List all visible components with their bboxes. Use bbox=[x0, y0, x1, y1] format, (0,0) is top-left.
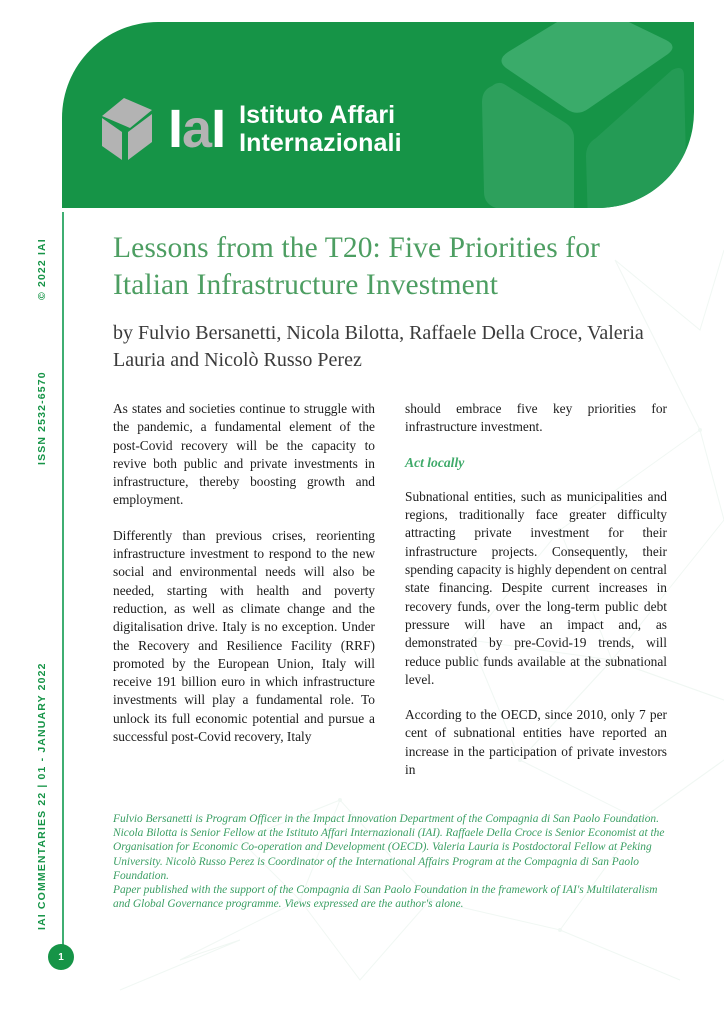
body-paragraph: According to the OECD, since 2010, only 7 per cent of subnational entities have reported an increase in the participation of private investors in bbox=[405, 707, 667, 778]
iai-cube-logo-icon bbox=[96, 94, 158, 164]
section-subheading: Act locally bbox=[405, 454, 465, 470]
header-band bbox=[62, 22, 694, 208]
footnote-acknowledgement: Paper published with the support of the Compagnia di San Paolo Foundation in the framework of IAI's Multilateralism and Global Governance programme. Views expressed are the author's alone. bbox=[113, 884, 658, 911]
page-title: Lessons from the T20: Five Priorities for Italian Infrastructure Investment bbox=[113, 232, 600, 301]
logo-wordmark-line1: Istituto Affari bbox=[239, 101, 396, 129]
body-column-left bbox=[113, 400, 375, 796]
logo-acronym bbox=[168, 99, 226, 159]
issn-label: ISSN 2532-6570 bbox=[36, 371, 48, 465]
body-column-right bbox=[405, 400, 667, 796]
iai-logo bbox=[96, 94, 402, 164]
article-body bbox=[113, 400, 668, 796]
logo-wordmark-line2: Internazionali bbox=[239, 129, 402, 157]
body-paragraph: Differently than previous crises, reorienting infrastructure investment to respond to the new social and environmental needs will also be needed, starting with health and poverty reduction, as well as climate change and the digitalisation drive. Italy is no exception. Under the Recovery and Resilience Facility (RRF) promoted by the European Union, Italy will receive 191 billion euro in which infrastructure investments will play a fundamental role. To unlock its full economic potential and pursue a successful post-Covid recovery, Italy bbox=[113, 527, 375, 745]
footnote-block bbox=[113, 812, 665, 911]
series-label: IAI COMMENTARIES 22 | 01 - JANUARY 2022 bbox=[36, 662, 48, 930]
footnote-author-bios: Fulvio Bersanetti is Program Officer in the Impact Innovation Department of the Compagnia di San Paolo Foundation. Nicola Bilotta is Senior Fellow at the Istituto Affari Internazionali (IAI). Raffaele Della Croce is Senior Economist at the Organisation for Economic Co-operation and Development (OECD). Valeria Lauria is Postdoctoral Fellow at Peking University. Nicolò Russo Perez is Coordinator of the International Affairs Program at the Compagnia di San Paolo Foundation. bbox=[113, 813, 665, 882]
body-paragraph: should embrace five key priorities for infrastructure investment. bbox=[405, 401, 667, 435]
isometric-cube-icon bbox=[450, 22, 694, 208]
logo-letter-i1: I bbox=[168, 99, 183, 159]
left-rail-divider bbox=[62, 212, 64, 952]
copyright-label: © 2022 IAI bbox=[36, 238, 48, 300]
page-number-badge: 1 bbox=[48, 944, 74, 970]
author-byline: by Fulvio Bersanetti, Nicola Bilotta, Raffaele Della Croce, Valeria Lauria and Nicolò Russo Perez bbox=[113, 322, 644, 371]
logo-wordmark bbox=[239, 101, 402, 157]
logo-letter-i2: I bbox=[211, 99, 226, 159]
body-paragraph: As states and societies continue to struggle with the pandemic, a fundamental element of the post-Covid recovery will be the capacity to revive both public and private investments in infrastructure, thereby boosting growth and employment. bbox=[113, 401, 375, 508]
logo-letter-a: a bbox=[182, 99, 212, 159]
body-paragraph: Subnational entities, such as municipalities and regions, traditionally face greater difficulty attracting private investment for their infrastructure projects. Consequently, their spending capacity is highly dependent on central state financing. Despite current increases in recovery funds, over the long-term public debt pressure will have an impact and, as demonstrated by pre-Covid-19 trends, will reduce public funds available at the subnational level. bbox=[405, 488, 667, 687]
